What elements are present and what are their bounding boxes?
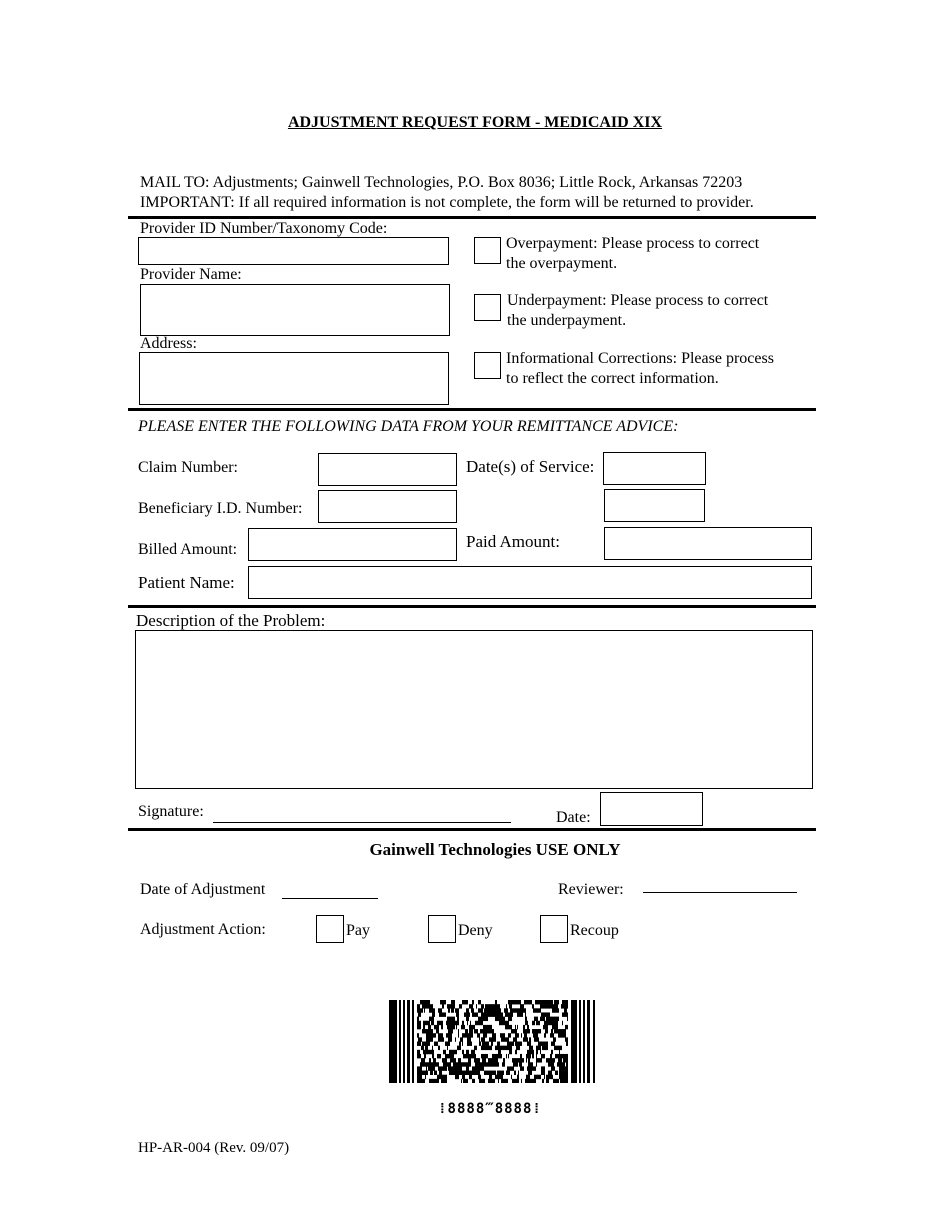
mail-to-text: MAIL TO: Adjustments; Gainwell Technologies, P.O. Box 8036; Little Rock, Arkansas 72203 (140, 174, 743, 191)
date-of-adjustment-line[interactable] (282, 898, 378, 899)
underpayment-label: Underpayment: Please process to correct (507, 292, 769, 309)
signature-label: Signature: (138, 803, 204, 820)
patient-name-label: Patient Name: (138, 573, 235, 592)
claim-number-field[interactable] (318, 453, 457, 486)
form-title: ADJUSTMENT REQUEST FORM - MEDICAID XIX (287, 114, 663, 131)
pay-label: Pay (346, 922, 370, 939)
underpayment-label-cont: the underpayment. (507, 312, 627, 329)
address-label: Address: (140, 335, 197, 352)
section-divider (128, 605, 816, 608)
pdf417-barcode-icon (389, 1000, 597, 1083)
overpayment-label-cont: the overpayment. (506, 255, 618, 272)
address-field[interactable] (139, 352, 449, 405)
billed-amount-field[interactable] (248, 528, 457, 561)
deny-checkbox[interactable] (428, 915, 456, 943)
patient-name-field[interactable] (248, 566, 812, 599)
deny-label: Deny (458, 922, 493, 939)
paid-amount-label: Paid Amount: (466, 532, 560, 551)
informational-corrections-label: Informational Corrections: Please process (506, 350, 774, 367)
beneficiary-id-label: Beneficiary I.D. Number: (138, 500, 303, 517)
adjustment-action-label: Adjustment Action: (140, 921, 266, 938)
signature-date-label: Date: (556, 809, 591, 826)
barcode-caption: ⁞8888‴8888⁞ (438, 1101, 542, 1117)
section-divider (128, 408, 816, 411)
provider-id-field[interactable] (138, 237, 449, 265)
billed-amount-label: Billed Amount: (138, 541, 238, 558)
office-use-heading: Gainwell Technologies USE ONLY (369, 840, 621, 859)
signature-date-field[interactable] (600, 792, 703, 826)
important-note: IMPORTANT: If all required information is not complete, the form will be returned to provider. (140, 194, 754, 211)
overpayment-label: Overpayment: Please process to correct (506, 235, 760, 252)
recoup-label: Recoup (570, 922, 619, 939)
beneficiary-id-field[interactable] (318, 490, 457, 523)
pay-checkbox[interactable] (316, 915, 344, 943)
reviewer-label: Reviewer: (558, 881, 624, 898)
date-of-service-to-field[interactable] (604, 489, 705, 522)
form-number: HP-AR-004 (Rev. 09/07) (138, 1140, 290, 1156)
paid-amount-field[interactable] (604, 527, 812, 560)
recoup-checkbox[interactable] (540, 915, 568, 943)
provider-id-label: Provider ID Number/Taxonomy Code: (140, 220, 388, 237)
problem-description-field[interactable] (135, 630, 813, 789)
dates-of-service-label: Date(s) of Service: (466, 457, 595, 476)
problem-description-label: Description of the Problem: (136, 611, 326, 630)
claim-number-label: Claim Number: (138, 459, 238, 476)
underpayment-checkbox[interactable] (474, 294, 501, 321)
provider-name-label: Provider Name: (140, 266, 242, 283)
date-of-adjustment-label: Date of Adjustment (140, 881, 266, 898)
provider-name-field[interactable] (140, 284, 450, 336)
signature-line[interactable] (213, 822, 511, 823)
section-divider (128, 828, 816, 831)
reviewer-line[interactable] (643, 892, 797, 893)
informational-corrections-checkbox[interactable] (474, 352, 501, 379)
informational-corrections-label-cont: to reflect the correct information. (506, 370, 719, 387)
date-of-service-from-field[interactable] (603, 452, 706, 485)
overpayment-checkbox[interactable] (474, 237, 501, 264)
remittance-heading: PLEASE ENTER THE FOLLOWING DATA FROM YOUR REMITTANCE ADVICE: (138, 418, 679, 435)
